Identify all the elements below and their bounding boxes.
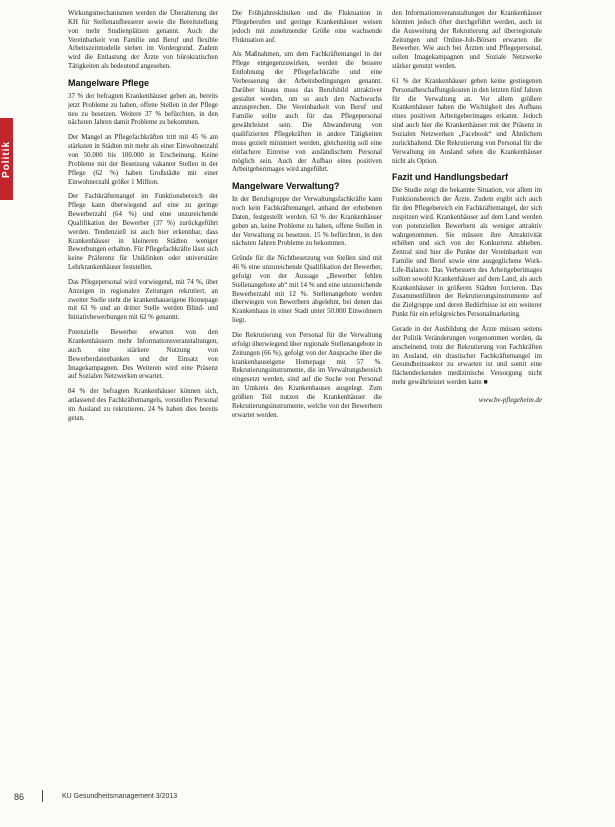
paragraph: Als Maßnahmen, um dem Fachkräftemangel in der Pflege entgegenzuwirken, werden die bessere Entlohnung der Pflegefachkräfte und eine Verbesserung der Arbeitsbedingungen genannt. Darüber hinaus muss das Berufsbild attraktiver gestaltet werden, um so auch den Nachwuchs anzusprechen. Die Vereinbarkeit von Beruf und Familie sollte auch für das Pflegepersonal gewährleistet sein. Die Abwanderung von qualifizierten Pflegekräften in andere Tätigkeiten muss gezielt minimiert werden, gleichzeitig soll eine einfachere Einreise von ausländischem Personal möglich sein. Auch der Aufbau eines positiven Arbeitgeberimages wird angeführt. xyxy=(232,51,382,174)
journal-name: KU Gesundheitsmanagement 3/2013 xyxy=(62,793,178,800)
paragraph: Der Fachkräftemangel im Funktionsbereich der Pflege kann überwiegend auf eine zu geringe Bewerberzahl (64 %) und eine unzureichende Qualifikation der Bewerber (37 %) zurückgeführt werden. Tendenziell ist auch hier erkennbar, dass Krankenhäuser in kleineren Städten weniger Bewerbungen erhalten. Für Pflegefachkräfte lässt sich keine Präferenz für Uniklinken oder universitäre Lehrkrankenhäuser feststellen. xyxy=(68,193,218,272)
section-tab xyxy=(0,118,13,200)
section-heading-pflege: Mangelware Pflege xyxy=(68,77,150,88)
column-3 xyxy=(392,10,542,405)
column-2 xyxy=(232,10,382,426)
paragraph: 61 % der Krankenhäuser geben keine gestiegenen Personalbeschaffungskosten in den letzten fünf Jahren für die Verwaltung an. Vor allem größere Krankenhäuser haben die Wichtigkeit des Aufbaus eines positiven Arbeitgeberimages erkannt. Jedoch sind auch hier die Krankenhäuser mit der Präsenz in Sozialen Netzwerken „Facebook“ und Ähnlichem zurückhaltend. Die Rekrutierung von Personal für die Verwaltung im Ausland sehen die Krankenhäuser nicht als Option. xyxy=(392,77,542,165)
paragraph: den Informationsveranstaltungen der Krankenhäuser könnten jedoch öfter durchgeführt werden, auch ist die Ausweitung der Rekrutierung auf überregionale Zeitungen und Online-Job-Börsen erwarten die Bewerber. Wie auch bei Ärzten und Pflegepersonal, sollen Imagekampagnen und Soziale Netzwerke stärker genutzt werden. xyxy=(392,10,542,71)
web-link[interactable]: www.bv-pflegeheim.de xyxy=(478,395,542,404)
paragraph: 84 % der befragten Krankenhäuser können sich, anlassend des Fachkräftemangels, vorstellen Personal im Ausland zu rekrutieren, 24 % haben dies bereits getan. xyxy=(68,388,218,422)
column-1 xyxy=(68,10,218,430)
paragraph: Der Mangel an Pflegefachkräften tritt mit 45 % am stärksten in Städten mit mehr als einer Einwohnerzahl von 50.000 bis 100.000 in Erscheinung. Keine Probleme mit der Besetzung vakanter Stellen in der Pflege (62 %) haben Großstädte mit einer Einwohnerzahl größer 1 Million. xyxy=(68,134,218,186)
paragraph: Potenzielle Bewerber erwarten von den Krankenhäusern mehr Informationsveranstaltungen, auch eine stärkere Nutzung von Bewerberdatenbanken und der Einsatz von Imagekampagnen. Des Weiteren wird eine Präsenz auf Sozialen Netzwerken erwartet. xyxy=(68,329,218,381)
paragraph: Die Frühjahreskliniken und die Fluktuation in Pflegeberufen und geringe Krankenhäuser weisen jedoch mit zunehmender Größe eine wachsende Fluktuation auf. xyxy=(232,10,382,44)
paragraph: Gerade in der Ausbildung der Ärzte müssen seitens der Politik Veränderungen vorgenommen werden, da anscheinend, trotz der Rekrutierung von Fachkräften im Ausland, ein drastischer Fachkräftemangel im Gesundheitssektor zu erwarten ist und somit eine flächendeckenden medizinische Versorgung nicht mehr gewährleistet werden kann ■ xyxy=(392,326,542,387)
paragraph: Die Rekrutierung von Personal für die Verwaltung erfolgt überwiegend über regionale Stellenangebote in Zeitungen (66 %), gefolgt von der Ansprache über die krankenhauseigene Homepage mit 57 %. Rekrutierungsinstrumente, die im Verwaltungsbereich eingesetzt werden, sind auf die Suche von Personal im Umkreis des Krankenhauses ausgelegt. Zum größten Teil nutzen die Krankenhäuser die Rekrutierungsinstrumente, welche von der Bewerbern erwartet werden. xyxy=(232,332,382,419)
footer-divider xyxy=(42,790,43,802)
section-heading-verwaltung: Mangelware Verwaltung? xyxy=(232,181,340,192)
paragraph: 37 % der befragten Krankenhäuser geben an, bereits jetzt Probleme zu haben, offene Stellen in der Pflege neu zu besetzen. Weitere 37 % befürchten, in den nächsten Jahren damit Probleme zu bekommen. xyxy=(68,92,218,127)
page-footer xyxy=(14,792,594,806)
section-heading-fazit: Fazit und Handlungsbedarf xyxy=(392,172,508,183)
paragraph: Die Studie zeigt die bekannte Situation, vor allem im Funktionsbereich der Ärzte. Zudem ergibt sich auch für den Pflegebereich ein Fachkräftemangel, der sich zuspitzen wird. Krankenhäuser auf dem Land werden von potenziellen Bewerbern als weniger attraktiv wahrgenommen. Sie müssen ihre Attraktivität erhöhen und sich von der Konkurrenz abheben. Zentral sind hier die Punkte der Vereinbarkeit von Familie und Beruf sowie eine ausgeglichene Work-Life-Balance. Das Verbessern des Arbeitgeberimages sollten sowohl Krankenhäuser auf dem Land, als auch Krankenhäuser in größeren Städten forcieren. Das Zusammenführen der Rekrutierungsinstrumente auf die Zielgruppe und deren Bedürfnisse ist ein weiterer Punkt für ein erfolgreiches Personalmarketing. xyxy=(392,187,542,319)
paragraph: In der Berufsgruppe der Verwaltungsfachkräfte kann noch kein Fachkräftemangel, anhand der erhobenen Daten, festgestellt werden. 63 % der Krankenhäuser geben an, keine Probleme zu haben, offene Stellen in der Verwaltung zu besetzen. 15 % befürchten, in den nächsten Jahren Probleme zu bekommen. xyxy=(232,196,382,248)
page-number: 86 xyxy=(14,792,25,802)
paragraph: Gründe für die Nichtbesetzung von Stellen sind mit 46 % eine unzureichende Qualifikation der Bewerber, gefolgt von der Aussage „Bewerber fehlen Stellenangebote ab“ mit 14 % und eine unzureichende Bewerberzahl mit 12 %. Stellenangebote werden überwiegen von Bewerbern abgelehnt, bei denen das Krankenhaus in einer Stadt unter 50.000 Einwohnern liegt. xyxy=(232,255,382,325)
section-tab-label: Politik xyxy=(1,140,12,178)
paragraph: Wirkungsmechanismen werden die Überalterung der KH für Stellenaufbesserer sowie die Bereitstellung von mehr Studienplätzen genannt. Auch die Vereinbarkeit von Familie und Beruf und flexible Arbeitszeitmodelle stehen im Vordergrund. Zudem wird die Entlastung der Ärzte von bürokratischen Tätigkeiten als bedeutend angesehen. xyxy=(68,10,218,71)
paragraph: Das Pflegepersonal wird vorwiegend, mit 74 %, über Anzeigen in regionalen Zeitungen rekrutiert, an zweiter Stelle steht die krankenhauseigene Homepage mit 63 % und an dritter Stelle werden Blind- und Initiativbewerbungen mit 62 % genannt. xyxy=(68,278,218,322)
